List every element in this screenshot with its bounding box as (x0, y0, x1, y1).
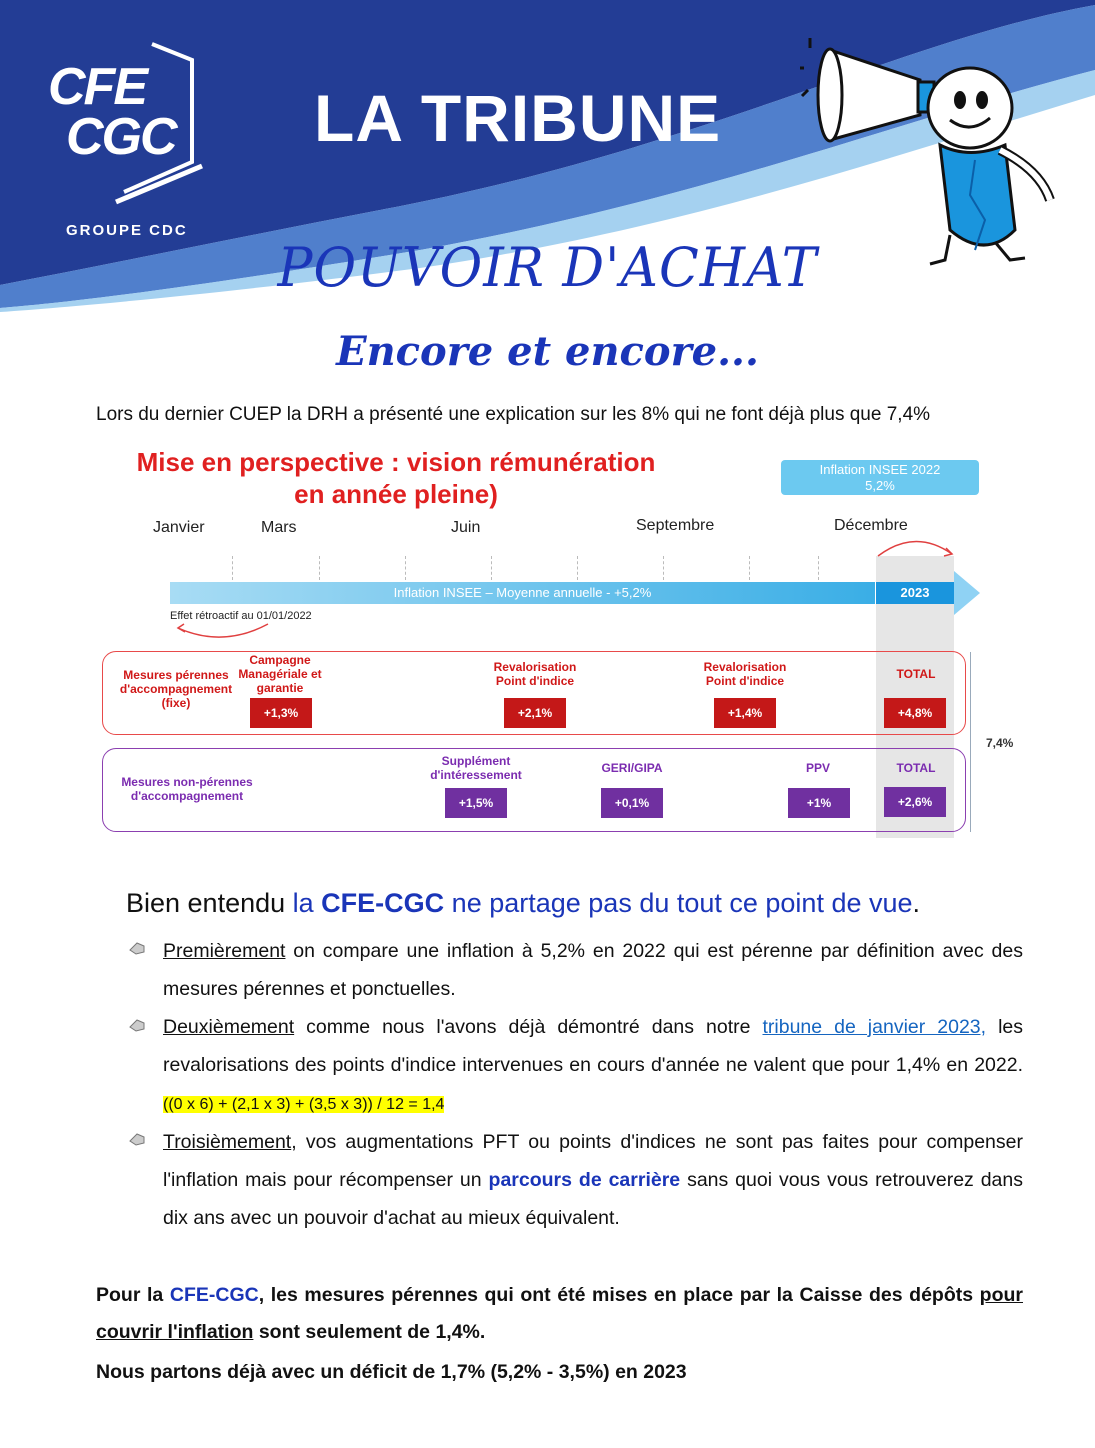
measure-label-line: garantie (256, 681, 304, 695)
conclusion-text: Pour la (96, 1284, 170, 1306)
non-perennial-label (112, 775, 262, 803)
brand-name: CFE-CGC (169, 1284, 259, 1306)
measure-label: PPV (805, 761, 830, 775)
bullet-text: sans quoi vous vous retrouverez dans dix ans avec un pouvoir d'achat au mieux équivalent. (163, 1169, 1024, 1229)
measure-value: +1,3% (250, 698, 312, 728)
perennial-label-line3: (fixe) (161, 696, 191, 710)
retroactive-note: Effet rétroactif au 01/01/2022 (170, 610, 312, 622)
bullet-paragraph-1 (163, 932, 1023, 1008)
bullet-emphasis: parcours de carrière (488, 1169, 681, 1191)
tribune-january-link[interactable]: tribune de janvier 2023, (762, 1016, 987, 1038)
page-title: LA TRIBUNE (314, 81, 722, 155)
brand-name: CFE-CGC (321, 888, 445, 918)
perennial-total-value: +4,8% (884, 698, 946, 728)
month-label: Juin (451, 519, 481, 536)
non-perennial-label-line2: d'accompagnement (130, 789, 244, 803)
month-label: Décembre (834, 517, 908, 534)
measure-value: +1,4% (714, 698, 776, 728)
logo-line2: CGC (66, 108, 176, 166)
response-lead (126, 888, 920, 919)
logo-line1: CFE (48, 58, 146, 116)
bullet-text: on compare une inflation à 5,2% en 2022 qui est pérenne par définition avec des mesures pérennes et ponctuelles. (163, 940, 1023, 1000)
perennial-label (112, 668, 240, 710)
timeline-tick (405, 556, 406, 580)
retroactive-arrow-icon (168, 620, 278, 642)
non-perennial-total-label: TOTAL (896, 761, 936, 775)
total-bracket (970, 652, 981, 832)
measure-label-line: Supplément (441, 754, 511, 768)
measure-label-line: Revalorisation (493, 660, 577, 674)
inflation-box-line1: Inflation INSEE 2022 (819, 462, 941, 477)
measure-label-line: Managériale et (238, 667, 322, 681)
timeline-tick (232, 556, 233, 580)
measure-label: GERI/GIPA (601, 761, 663, 775)
bullet-heading: Deuxièmement (163, 1016, 295, 1038)
month-label: Septembre (636, 517, 715, 534)
grand-total-value: 7,4% (986, 736, 1014, 750)
mascot-megaphone-icon (800, 20, 1060, 270)
timeline-arrow-icon (954, 571, 980, 615)
measure-label (420, 754, 532, 782)
bullet-paragraph-3 (163, 1123, 1023, 1237)
highlighted-formula: ((0 x 6) + (2,1 x 3) + (3,5 x 3)) / 12 = 1,4 (163, 1096, 445, 1113)
conclusion-paragraph-1 (96, 1277, 1023, 1351)
headline: POUVOIR D'ACHAT (277, 236, 818, 300)
measure-label-line: Point d'indice (495, 674, 575, 688)
measure-label-line: Campagne (249, 653, 311, 667)
bullet-text: comme nous l'avons déjà démontré dans notre (294, 1016, 763, 1038)
measure-value: +1,5% (445, 788, 507, 818)
perennial-total-label: TOTAL (896, 667, 936, 681)
measure-value: +0,1% (601, 788, 663, 818)
perennial-label-line1: Mesures pérennes (123, 668, 229, 682)
diagram-title-line2: en année pleine) (294, 479, 498, 509)
conclusion-emphasis: pour couvrir l'inflation (96, 1284, 1023, 1343)
bullet-heading: Premièrement (163, 940, 286, 962)
diagram-title-line1: Mise en perspective : vision rémunération (136, 447, 656, 477)
measure-value: +2,1% (504, 698, 566, 728)
intro-text: Lors du dernier CUEP la DRH a présenté une explication sur les 8% qui ne font déjà plus que 7,4% (96, 404, 931, 425)
measure-label (480, 660, 590, 688)
timeline-tick (491, 556, 492, 580)
lead-text: . (912, 888, 921, 918)
month-label: Mars (261, 519, 297, 536)
conclusion-text: sont seulement de 1,4%. (253, 1321, 486, 1343)
conclusion-text: , les mesures pérennes qui ont été mises en place par la Caisse des dépôts (258, 1284, 980, 1306)
non-perennial-label-line1: Mesures non-pérennes (121, 775, 253, 789)
timeline-tick (818, 556, 819, 580)
logo-subtitle: GROUPE CDC (66, 222, 188, 239)
month-label: Janvier (153, 519, 205, 536)
bullet-text: les revalorisations des points d'indice intervenues en cours d'année ne valent que pour 1,4% en 2022. (163, 1016, 1023, 1076)
measure-label (690, 660, 800, 688)
timeline-tick (319, 556, 320, 580)
inflation-box (781, 460, 979, 495)
cfe-bullet-icon (128, 1131, 146, 1147)
lead-text: Bien entendu (126, 888, 293, 918)
measure-value: +1% (788, 788, 850, 818)
conclusion-paragraph-2: Nous partons déjà avec un déficit de 1,7% (5,2% - 3,5%) en 2023 (96, 1361, 687, 1383)
cfe-bullet-icon (128, 940, 146, 956)
inflation-box-line2: 5,2% (865, 478, 895, 493)
timeline-tick (663, 556, 664, 580)
logo-frame-icon (112, 42, 212, 207)
perennial-label-line2: d'accompagnement (119, 682, 233, 696)
cfe-bullet-icon (128, 1017, 146, 1033)
inflation-timeline-bar: Inflation INSEE – Moyenne annuelle - +5,2% (170, 582, 875, 604)
lead-text: la (292, 888, 322, 918)
timeline-tick (749, 556, 750, 580)
rollover-arrow-icon (870, 534, 960, 560)
timeline-tick (577, 556, 578, 580)
subheadline: Encore et encore... (336, 328, 759, 375)
measure-label-line: d'intéressement (430, 768, 522, 782)
bullet-heading: Troisièmement (163, 1131, 292, 1153)
measure-label (230, 653, 330, 695)
measure-label-line: Revalorisation (703, 660, 787, 674)
non-perennial-total-value: +2,6% (884, 787, 946, 817)
diagram-title (96, 446, 696, 510)
measure-label-line: Point d'indice (705, 674, 785, 688)
bullet-text: , vos augmentations PFT ou points d'indices ne sont pas faites pour compenser l'inflation mais pour récompenser un (163, 1131, 1023, 1191)
year-2023-label: 2023 (876, 582, 954, 604)
bullet-paragraph-2 (163, 1008, 1023, 1124)
lead-text: ne partage pas du tout ce point de vue (444, 888, 913, 918)
